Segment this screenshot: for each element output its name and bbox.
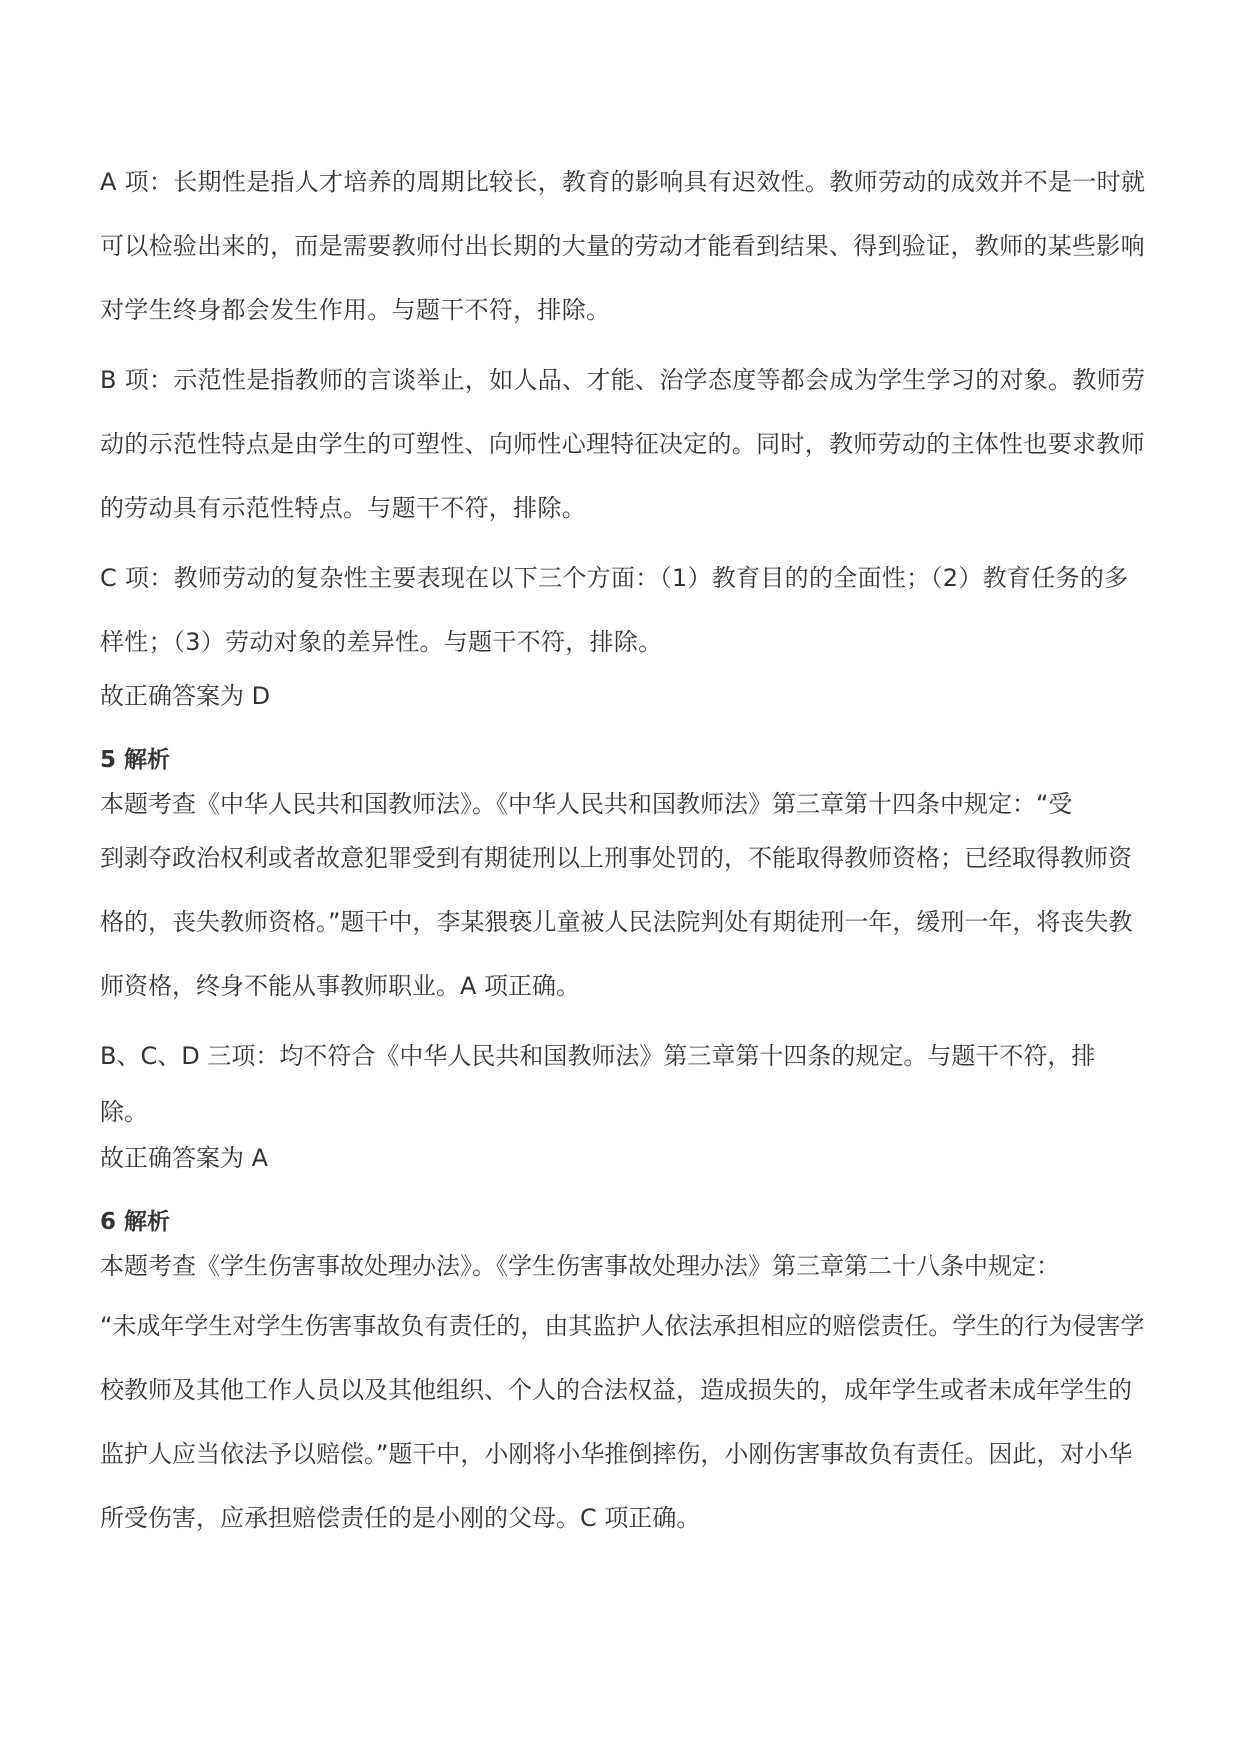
section6-heading: 6 解析 [100,1209,171,1235]
section5-intro: 本题考查《中华人民共和国教师法》。《中华人民共和国教师法》第三章第十四条中规定：“受 [100,790,1073,818]
section4-option-b: B 项：示范性是指教师的言谈举止，如人品、才能、治学态度等都会成为学生学习的对象。教师劳动的示范性特点是由学生的可塑性、向师性心理特征决定的。同时，教师劳动的主体性也要求教师的劳动具有示范性特点。与题干不符，排除。 [100,366,1146,522]
section4-option-c: C 项：教师劳动的复杂性主要表现在以下三个方面：（1）教育目的的全面性；（2）教育任务的多样性；（3）劳动对象的差异性。与题干不符，排除。 [100,564,1129,656]
section5-option-bcd-tail: 除。 [100,1098,148,1126]
section5-answer: 故正确答案为 A [100,1144,269,1172]
section4-answer: 故正确答案为 D [100,682,271,710]
section6-body: “未成年学生对学生伤害事故负有责任的，由其监护人依法承担相应的赔偿责任。学生的行为侵害学校教师及其他工作人员以及其他组织、个人的合法权益，造成损失的，成年学生或者未成年学生的监护人应当依法予以赔偿。”题干中，小刚将小华推倒摔伤，小刚伤害事故负有责任。因此，对小华所受伤害，应承担赔偿责任的是小刚的父母。C 项正确。 [100,1312,1145,1532]
document-page [100,150,1150,1550]
section4-option-a: A 项：长期性是指人才培养的周期比较长，教育的影响具有迟效性。教师劳动的成效并不是一时就可以检验出来的，而是需要教师付出长期的大量的劳动才能看到结果、得到验证，教师的某些影响对学生终身都会发生作用。与题干不符，排除。 [100,168,1146,324]
section6-intro: 本题考查《学生伤害事故处理办法》。《学生伤害事故处理办法》第三章第二十八条中规定： [100,1252,1060,1280]
section5-intro-continued: 到剥夺政治权利或者故意犯罪受到有期徒刑以上刑事处罚的，不能取得教师资格；已经取得教师资格的，丧失教师资格。”题干中，李某猥亵儿童被人民法院判处有期徒刑一年，缓刑一年，将丧失教师资格，终身不能从事教师职业。A 项正确。 [100,844,1133,1000]
section5-heading: 5 解析 [100,747,171,773]
section5-option-bcd: B、C、D 三项：均不符合《中华人民共和国教师法》第三章第十四条的规定。与题干不符，排 [100,1042,1096,1070]
